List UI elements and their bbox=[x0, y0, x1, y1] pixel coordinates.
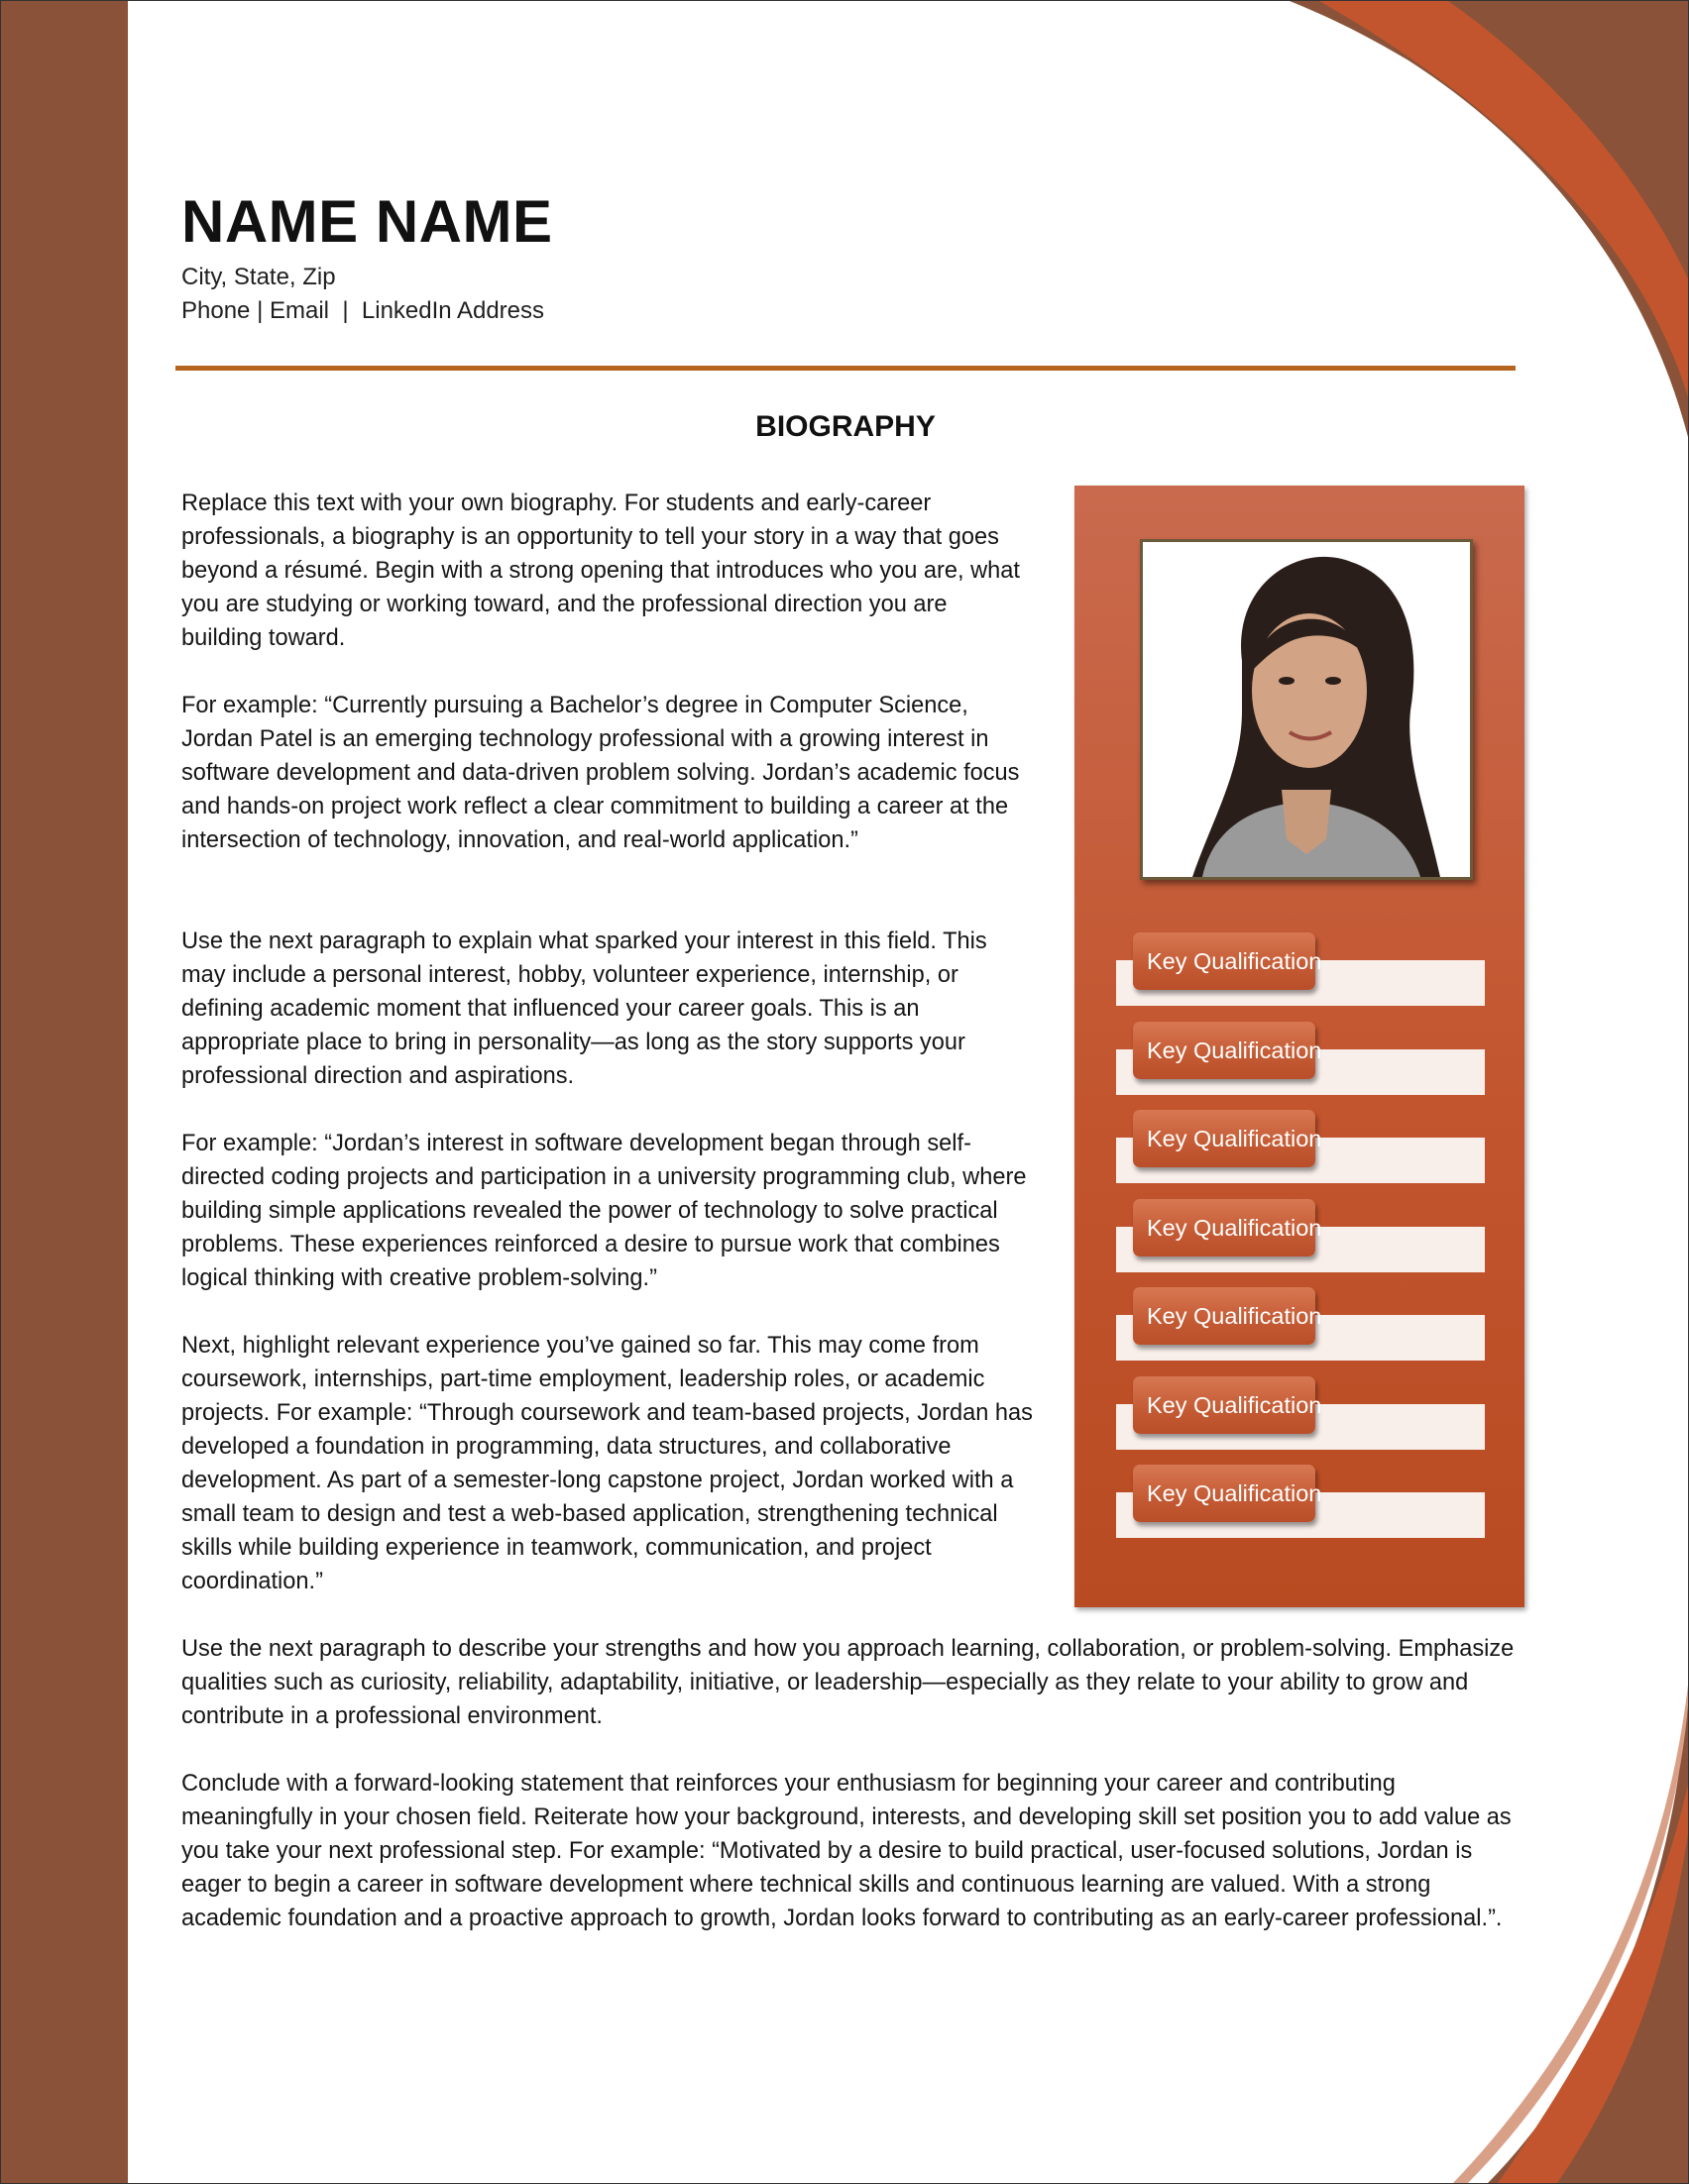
qualification-item bbox=[1116, 1465, 1485, 1538]
qualification-label[interactable]: Key Qualification bbox=[1133, 1287, 1315, 1345]
qualification-label[interactable]: Key Qualification bbox=[1133, 1110, 1315, 1167]
portrait-illustration bbox=[1143, 542, 1470, 877]
header-name: NAME NAME bbox=[181, 188, 553, 255]
qualification-label[interactable]: Key Qualification bbox=[1133, 1022, 1315, 1079]
qualification-label[interactable]: Key Qualification bbox=[1133, 932, 1315, 990]
qualification-label[interactable]: Key Qualification bbox=[1133, 1199, 1315, 1256]
qualification-item bbox=[1116, 1110, 1485, 1183]
bio-paragraph: Use the next paragraph to describe your strengths and how you approach learning, collaboration, or problem-solving. Emphasize qualities such as curiosity, reliability, adaptability, initiative, or leadership—especially as they relate to your ability to grow and contribute in a professional environment. bbox=[181, 1636, 1515, 1729]
bio-paragraph: Conclude with a forward-looking statement that reinforces your enthusiasm for beginning your career and contributing meaningfully in your chosen field. Reiterate how your background, interests, and developing skill set position you to add value as you take your next professional step. For example: “Motivated by a desire to build practical, user-focused solutions, Jordan is eager to begin a career in software development where technical skills and continuous learning are valued. With a strong academic foundation and a proactive approach to growth, Jordan looks forward to contributing as an early-career professional.”. bbox=[181, 1771, 1512, 1931]
qualification-item bbox=[1116, 1287, 1485, 1361]
bio-paragraph: Next, highlight relevant experience you’ve gained so far. This may come from coursework, internships, part-time employment, leadership roles, or academic projects. For example: “Through coursework and team-based projects, Jordan has developed a foundation in programming, data structures, and collaborative development. As part of a semester-long capstone project, Jordan worked with a small team to design and test a web-based application, strengthening technical skills while building experience in teamwork, communication, and project coordination.” bbox=[181, 1333, 1033, 1594]
section-title: BIOGRAPHY bbox=[755, 410, 936, 443]
header-divider bbox=[175, 366, 1516, 371]
contact-address: City, State, Zip bbox=[181, 264, 336, 290]
bio-paragraph: For example: “Jordan’s interest in software development began through self-directed coding projects and participation in a university programming club, where building simple applications revealed the power of technology to solve practical problems. These experiences reinforced a desire to pursue work that combines logical thinking with creative problem-solving.” bbox=[181, 1131, 1027, 1291]
qualification-label[interactable]: Key Qualification bbox=[1133, 1376, 1315, 1434]
qualification-item bbox=[1116, 932, 1485, 1006]
headshot-photo bbox=[1140, 539, 1473, 880]
qualifications-sidebar bbox=[1074, 486, 1524, 1607]
bio-paragraph: For example: “Currently pursuing a Bachelor’s degree in Computer Science, Jordan Patel is an emerging technology professional with a growing interest in software development and data-driven problem solving. Jordan’s academic focus and hands-on project work reflect a clear commitment to building a career at the intersection of technology, innovation, and real-world application.” bbox=[181, 693, 1020, 853]
bio-paragraph: Replace this text with your own biography. For students and early-career professionals, a biography is an opportunity to tell your story in a way that goes beyond a résumé. Begin with a strong opening that introduces who you are, what you are studying or working toward, and the professional direction you are building toward. bbox=[181, 491, 1020, 651]
qualification-item bbox=[1116, 1199, 1485, 1272]
qualification-item bbox=[1116, 1022, 1485, 1095]
contact-line: Phone | Email | LinkedIn Address bbox=[181, 297, 545, 324]
bio-paragraph: Use the next paragraph to explain what sparked your interest in this field. This may include a personal interest, hobby, volunteer experience, internship, or defining academic moment that influenced your career goals. This is an appropriate place to bring in personality—as long as the story supports your professional direction and aspirations. bbox=[181, 928, 987, 1089]
qualification-item bbox=[1116, 1376, 1485, 1450]
qualification-label[interactable]: Key Qualification bbox=[1133, 1465, 1315, 1522]
